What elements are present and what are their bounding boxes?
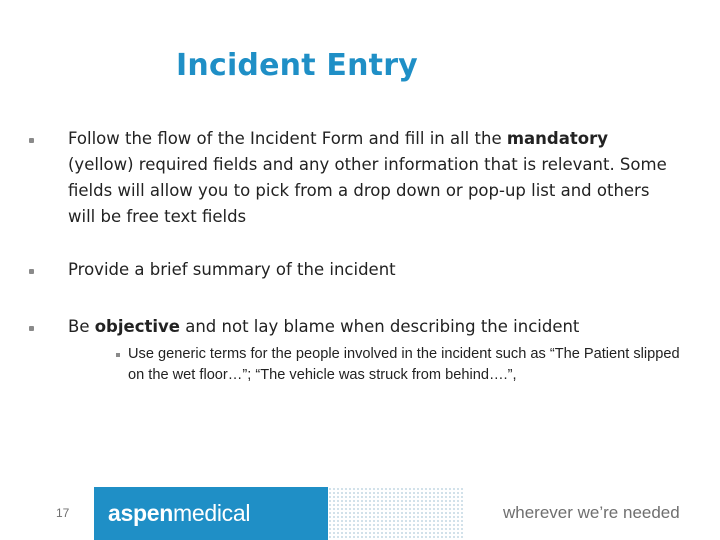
sub-bullet-marker-icon [116, 353, 120, 357]
bullet-text-part: (yellow) required fields and any other information that is relevant. Some fields will allow you to pick from a drop down or pop-up list and others will be free text fields [68, 155, 667, 226]
bullet-emphasis: mandatory [506, 129, 608, 148]
bullet-text-part: and not lay blame when describing the incident [179, 317, 580, 336]
bullet-text-part: Provide a brief summary of the incident [68, 260, 396, 279]
company-logo [108, 498, 250, 528]
slide-title: Incident Entry [176, 48, 418, 83]
bullet-emphasis: objective [94, 317, 180, 336]
logo-bold-text: aspen [108, 500, 173, 526]
logo-regular-text: medical [172, 500, 251, 526]
bullet-marker-icon [29, 269, 34, 274]
bullet-text [68, 314, 668, 340]
bullet-text-part: Follow the flow of the Incident Form and fill in all the [68, 129, 507, 148]
sub-bullet-text: Use generic terms for the people involved in the incident such as “The Patient slipped on the wet floor…”; “The vehicle was struck from behind….”, [128, 346, 680, 383]
bullet-text-part: Be [68, 317, 95, 336]
bullet-text [68, 257, 668, 283]
bullet-marker-icon [29, 326, 34, 331]
footer-dot-pattern [328, 487, 463, 540]
page-number: 17 [56, 506, 70, 520]
bullet-marker-icon [29, 138, 34, 143]
bullet-text [68, 126, 668, 230]
footer-tagline: wherever we’re needed [503, 503, 680, 522]
